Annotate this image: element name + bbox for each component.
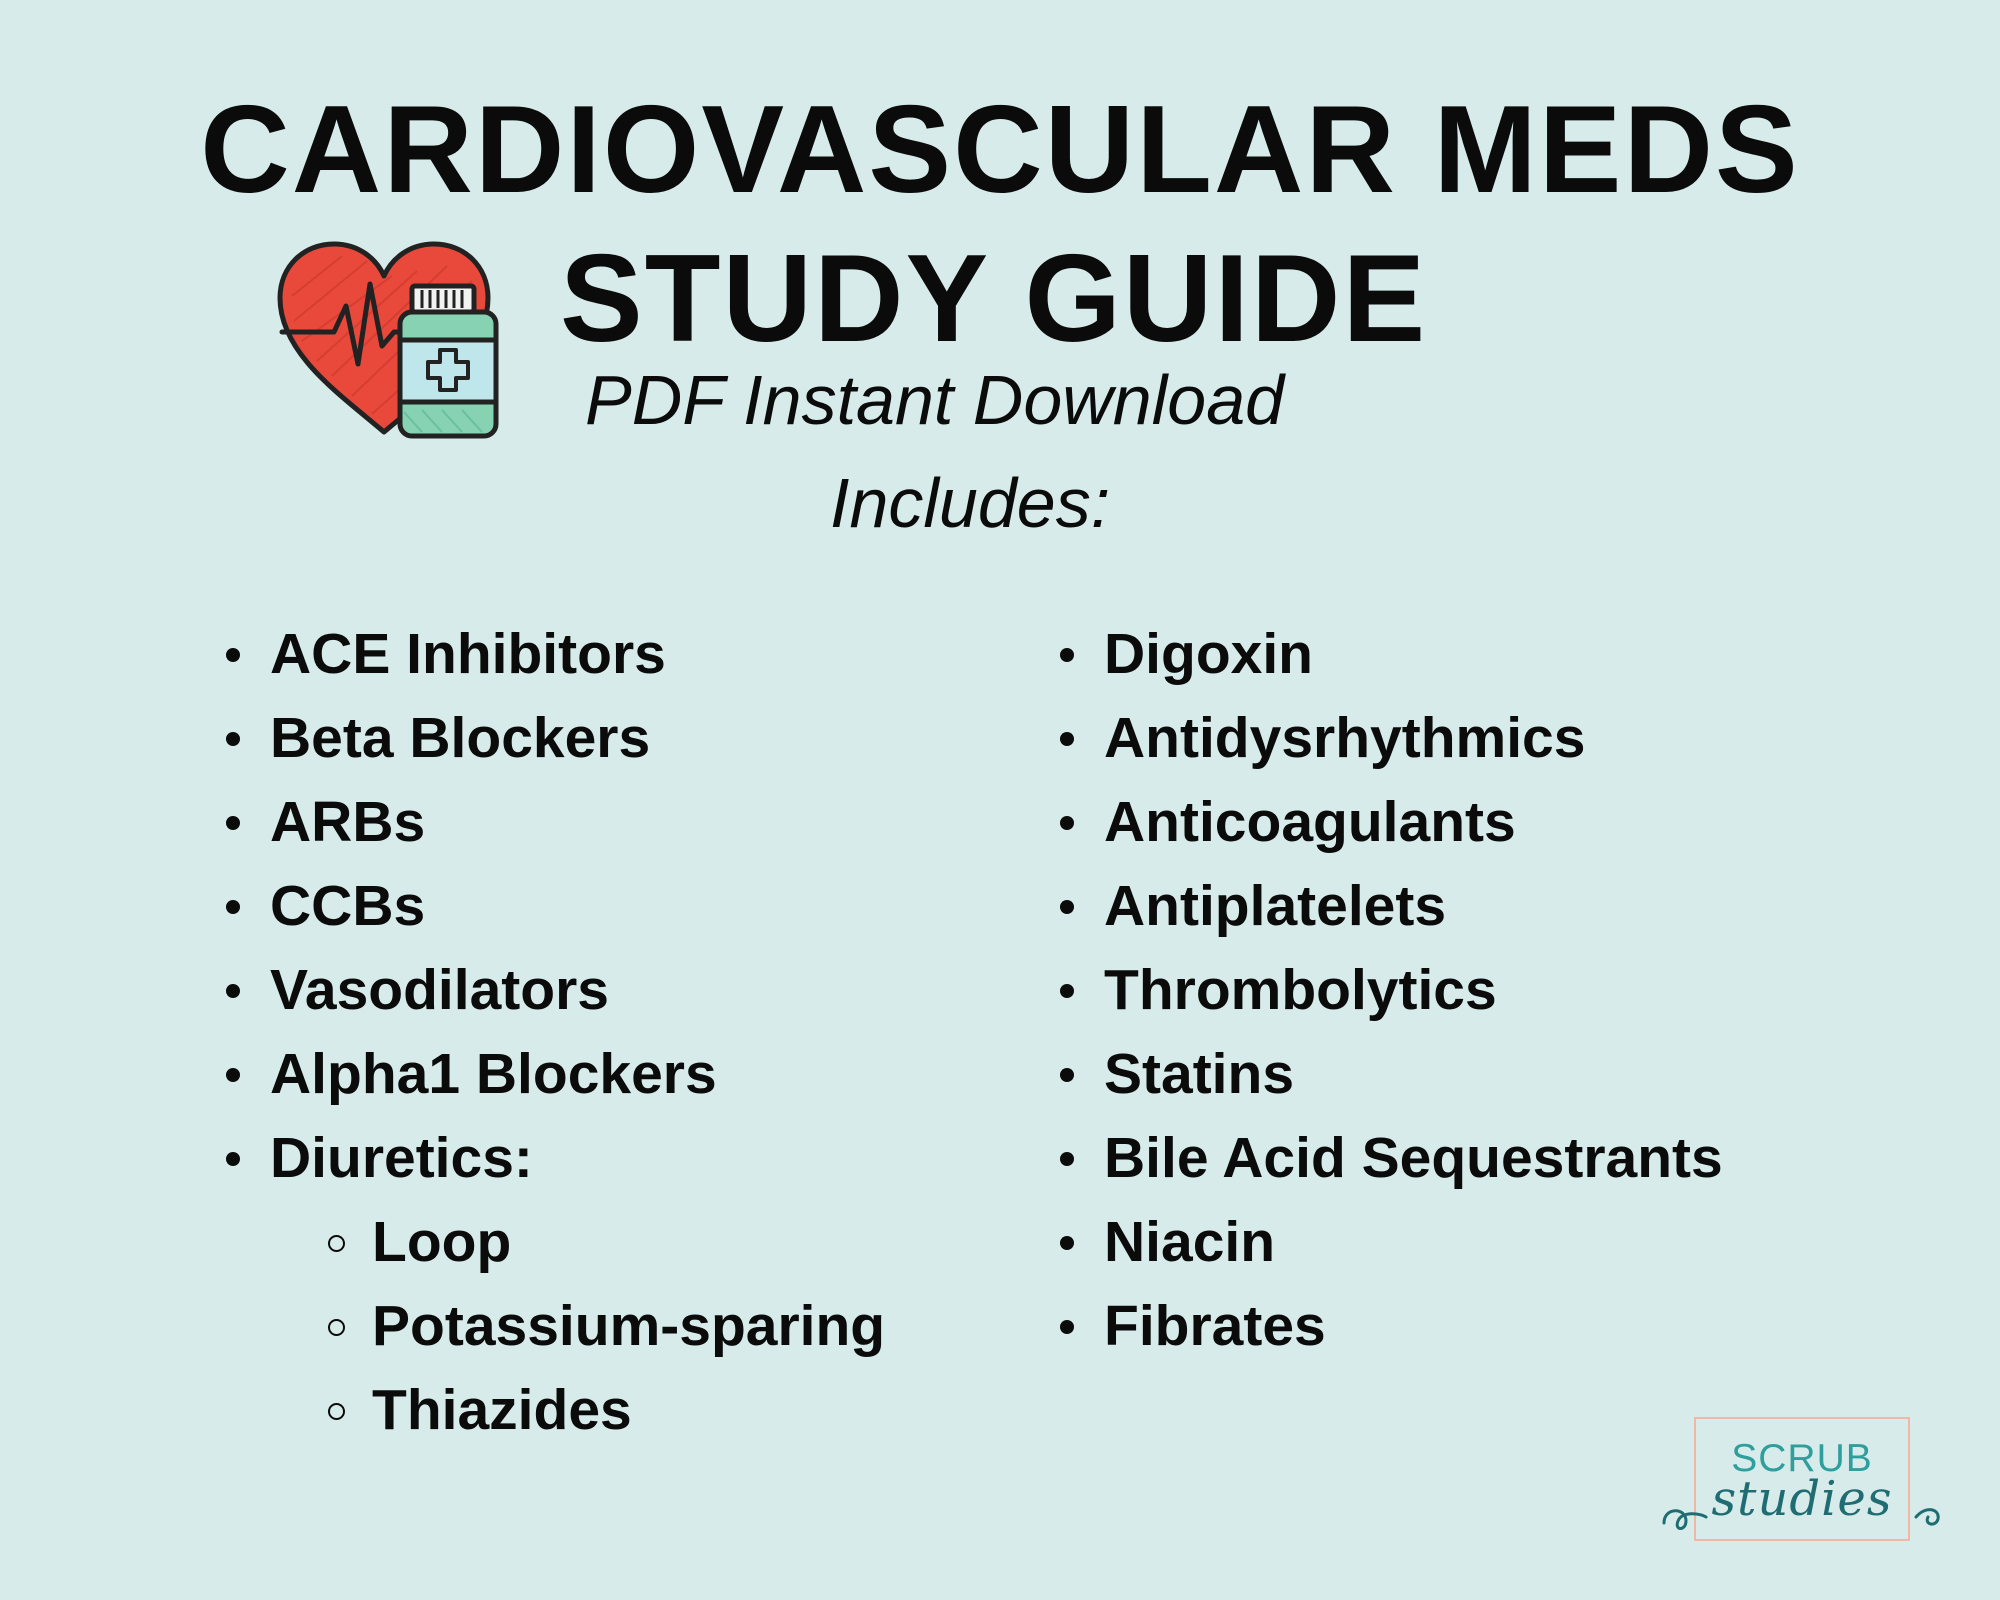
bullet-icon <box>1060 1152 1074 1166</box>
list-item-label: Niacin <box>1104 1210 1276 1274</box>
list-item-label: Alpha1 Blockers <box>270 1042 717 1106</box>
list-item-label: Antidysrhythmics <box>1104 706 1586 770</box>
list-item <box>222 612 885 696</box>
medication-list-left <box>222 612 885 1452</box>
bullet-icon <box>1060 816 1074 830</box>
bullet-icon <box>1060 1320 1074 1334</box>
list-item-label: Fibrates <box>1104 1294 1326 1358</box>
bullet-icon <box>226 984 240 998</box>
sub-list-item <box>222 1368 885 1452</box>
page-title-line-1: CARDIOVASCULAR MEDS <box>200 81 1800 219</box>
list-item <box>222 696 885 780</box>
page-subtitle: PDF Instant Download <box>585 361 1285 439</box>
list-item <box>1056 780 1723 864</box>
sub-list-item-label: Thiazides <box>372 1378 632 1442</box>
list-item-label: CCBs <box>270 874 426 938</box>
brand-logo-top-text: SCRUB <box>1731 1437 1873 1480</box>
list-item <box>1056 1032 1723 1116</box>
list-item <box>222 1116 885 1200</box>
list-item <box>1056 1284 1723 1368</box>
bullet-icon <box>226 648 240 662</box>
bullet-icon <box>1060 1068 1074 1082</box>
heart-medicine-bottle-icon <box>272 236 508 442</box>
bullet-icon <box>226 1068 240 1082</box>
bullet-icon <box>1060 648 1074 662</box>
list-item-label: Beta Blockers <box>270 706 651 770</box>
includes-label: Includes: <box>830 464 1111 542</box>
medication-list-right <box>1056 612 1723 1368</box>
list-item-label: Digoxin <box>1104 622 1313 686</box>
hollow-bullet-icon <box>328 1319 345 1336</box>
hollow-bullet-icon <box>328 1235 345 1252</box>
bullet-icon <box>1060 900 1074 914</box>
list-item-label: Antiplatelets <box>1104 874 1447 938</box>
list-item-label: Diuretics: <box>270 1126 533 1190</box>
sub-list-item-label: Potassium-sparing <box>372 1294 886 1358</box>
bullet-icon <box>226 816 240 830</box>
list-item <box>222 948 885 1032</box>
brand-logo <box>1694 1417 1910 1541</box>
hollow-bullet-icon <box>328 1403 345 1420</box>
bullet-icon <box>1060 1236 1074 1250</box>
list-item <box>222 780 885 864</box>
list-item-label: Anticoagulants <box>1104 790 1516 854</box>
bullet-icon <box>226 732 240 746</box>
list-item <box>1056 696 1723 780</box>
sub-list-item <box>222 1284 885 1368</box>
sub-list-item <box>222 1200 885 1284</box>
bullet-icon <box>226 900 240 914</box>
bullet-icon <box>1060 732 1074 746</box>
list-item <box>1056 612 1723 696</box>
list-item <box>222 864 885 948</box>
list-item <box>1056 1200 1723 1284</box>
bullet-icon <box>1060 984 1074 998</box>
list-item-label: Vasodilators <box>270 958 609 1022</box>
list-item-label: ACE Inhibitors <box>270 622 666 686</box>
list-item-label: Statins <box>1104 1042 1295 1106</box>
list-item <box>1056 948 1723 1032</box>
list-item-label: Bile Acid Sequestrants <box>1104 1126 1723 1190</box>
list-item <box>222 1032 885 1116</box>
list-item-label: ARBs <box>270 790 426 854</box>
list-item-label: Thrombolytics <box>1104 958 1497 1022</box>
brand-logo-script-text: studies <box>1711 1471 1893 1527</box>
sub-list-item-label: Loop <box>372 1210 512 1274</box>
bullet-icon <box>226 1152 240 1166</box>
list-item <box>1056 1116 1723 1200</box>
list-item <box>1056 864 1723 948</box>
page-title-line-2: STUDY GUIDE <box>560 230 1428 368</box>
